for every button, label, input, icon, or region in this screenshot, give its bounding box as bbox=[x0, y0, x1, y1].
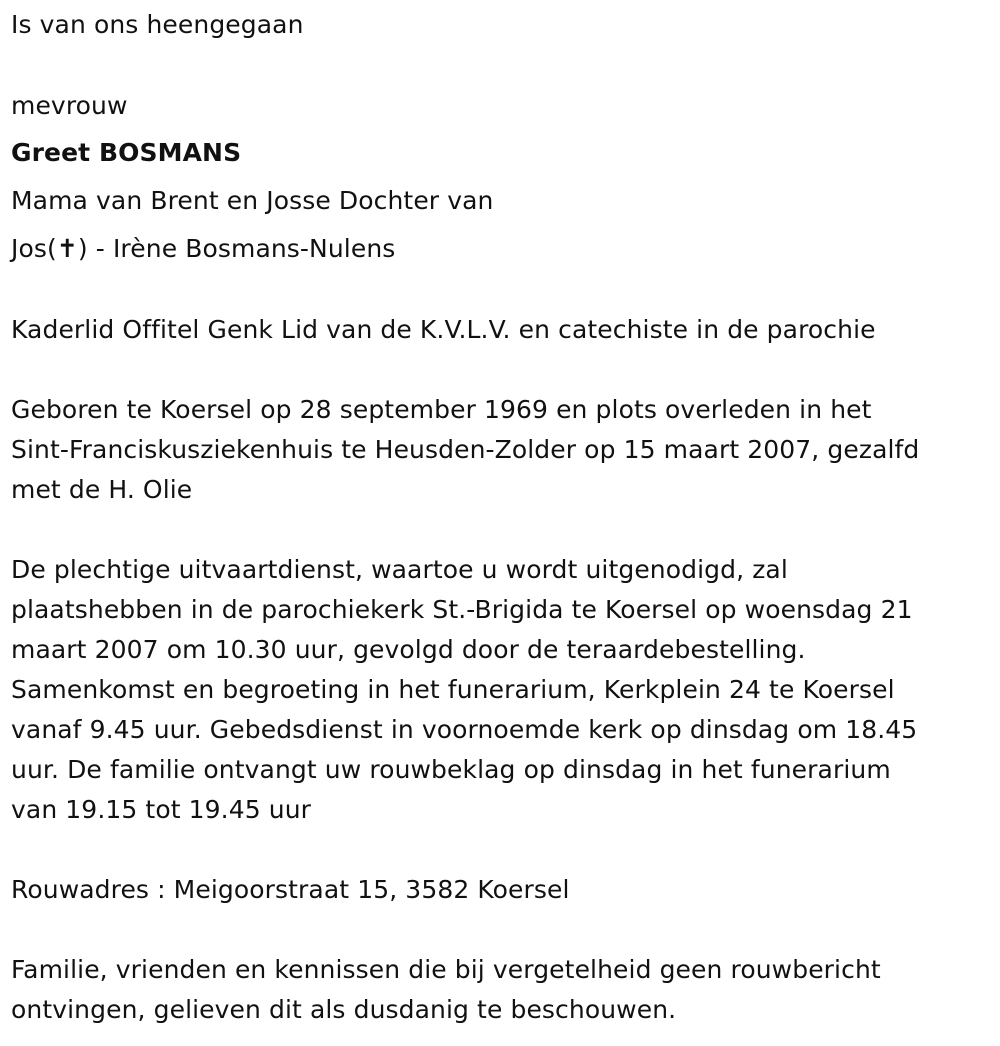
service-line: plaatshebben in de parochiekerk St.-Brigida te Koersel op woensdag 21 bbox=[11, 595, 913, 624]
honorific: mevrouw bbox=[11, 91, 128, 120]
birth-death-line: Sint-Franciskusziekenhuis te Heusden-Zolder op 15 maart 2007, gezalfd bbox=[11, 435, 920, 464]
service-line: vanaf 9.45 uur. Gebedsdienst in voornoemde kerk op dinsdag om 18.45 bbox=[11, 715, 918, 744]
service-line: Samenkomst en begroeting in het funerarium, Kerkplein 24 te Koersel bbox=[11, 675, 895, 704]
address-text: Rouwadres : Meigoorstraat 15, 3582 Koersel bbox=[11, 875, 570, 904]
birth-death-line: Geboren te Koersel op 28 september 1969 en plots overleden in het bbox=[11, 395, 872, 424]
relation-line-1: Mama van Brent en Josse Dochter van bbox=[11, 186, 494, 215]
service-line: van 19.15 tot 19.45 uur bbox=[11, 795, 312, 824]
relation-line-2: Jos(✝) - Irène Bosmans-Nulens bbox=[11, 234, 396, 263]
service-line: maart 2007 om 10.30 uur, gevolgd door de teraardebestelling. bbox=[11, 635, 806, 664]
deceased-name: Greet BOSMANS bbox=[11, 138, 242, 167]
role-text: Kaderlid Offitel Genk Lid van de K.V.L.V. en catechiste in de parochie bbox=[11, 315, 876, 344]
closing-line: Familie, vrienden en kennissen die bij vergetelheid geen rouwbericht bbox=[11, 955, 881, 984]
intro-text: Is van ons heengegaan bbox=[11, 10, 304, 39]
service-line: uur. De familie ontvangt uw rouwbeklag op dinsdag in het funerarium bbox=[11, 755, 891, 784]
birth-death-line: met de H. Olie bbox=[11, 475, 193, 504]
closing-line: ontvingen, gelieven dit als dusdanig te beschouwen. bbox=[11, 995, 677, 1024]
service-line: De plechtige uitvaartdienst, waartoe u wordt uitgenodigd, zal bbox=[11, 555, 788, 584]
